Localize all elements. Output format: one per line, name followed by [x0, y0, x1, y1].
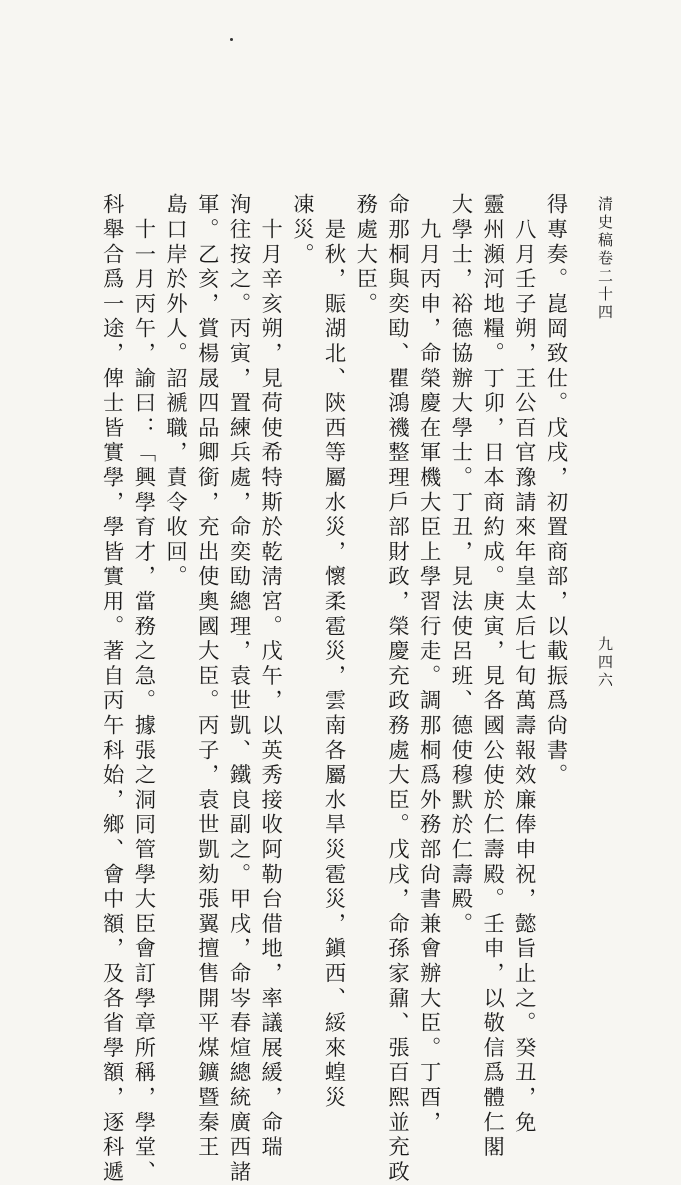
print-speck	[230, 38, 233, 41]
text-column-1: 得專奏。崑岡致仕。戊戌，初置商部，以載振爲尙書。	[543, 193, 568, 789]
text-column-7: 務處大臣。	[352, 193, 378, 317]
text-column-12: 軍。乙亥，賞楊晟四品卿銜，充出使奧國大臣。丙子，袁世凱劾張翼擅售開平煤鑛暨秦王	[194, 193, 220, 1161]
page-number: 九四六	[596, 636, 614, 690]
text-column-5: 九月丙申，命榮慶在軍機大臣上學習行走。調那桐爲外務部尙書兼會辦大臣。丁酉，	[416, 193, 442, 1136]
vertical-body-text	[95, 193, 571, 1185]
text-column-3: 靈州瀕河地糧。丁卯，日本商約成。庚寅，見各國公使於仁壽殿。壬申，以敬信爲體仁閣	[479, 193, 505, 1161]
text-column-10: 十月辛亥朔，見荷使希特斯於乾淸宮。戊午，以英秀接收阿勒台借地，率議展緩，命瑞	[257, 193, 283, 1161]
text-column-2: 八月壬子朔，王公百官豫請來年皇太后七旬萬壽報效廉俸申祝，懿旨止之。癸丑，免	[511, 193, 537, 1136]
text-column-4: 大學士，裕德協辦大學士。丁丑，見法使呂班、德使穆默於仁壽殿。	[447, 193, 473, 937]
text-column-6: 命那桐與奕劻、瞿鴻禨整理戶部財政，榮慶充政務處大臣。戊戌，命孫家鼐、張百熙並充政	[384, 193, 410, 1185]
text-column-8: 是秋，賑湖北、陝西等屬水災，懷柔雹災，雲南各屬水旱災雹災，鎭西、綏來蝗災	[321, 193, 347, 1111]
text-column-11: 洵往按之。丙寅，置練兵處，命奕劻總理，袁世凱、鐵良副之。甲戌，命岑春煊總統廣西諸	[225, 193, 251, 1185]
text-column-15: 科舉合爲一途，俾士皆實學，學皆實用。著自丙午科始，鄉、會中額，及各省學額，逐科遞	[99, 193, 125, 1185]
text-column-14: 十一月丙午，諭曰：「興學育才，當務之急。據張之洞同管學大臣會訂學章所稱，學堂、	[130, 193, 156, 1185]
text-column-9: 凍災。	[289, 193, 315, 268]
text-column-13: 島口岸於外人。詔褫職，責令收回。	[162, 193, 188, 590]
running-header-title: 清史稿卷二十四	[596, 196, 614, 322]
